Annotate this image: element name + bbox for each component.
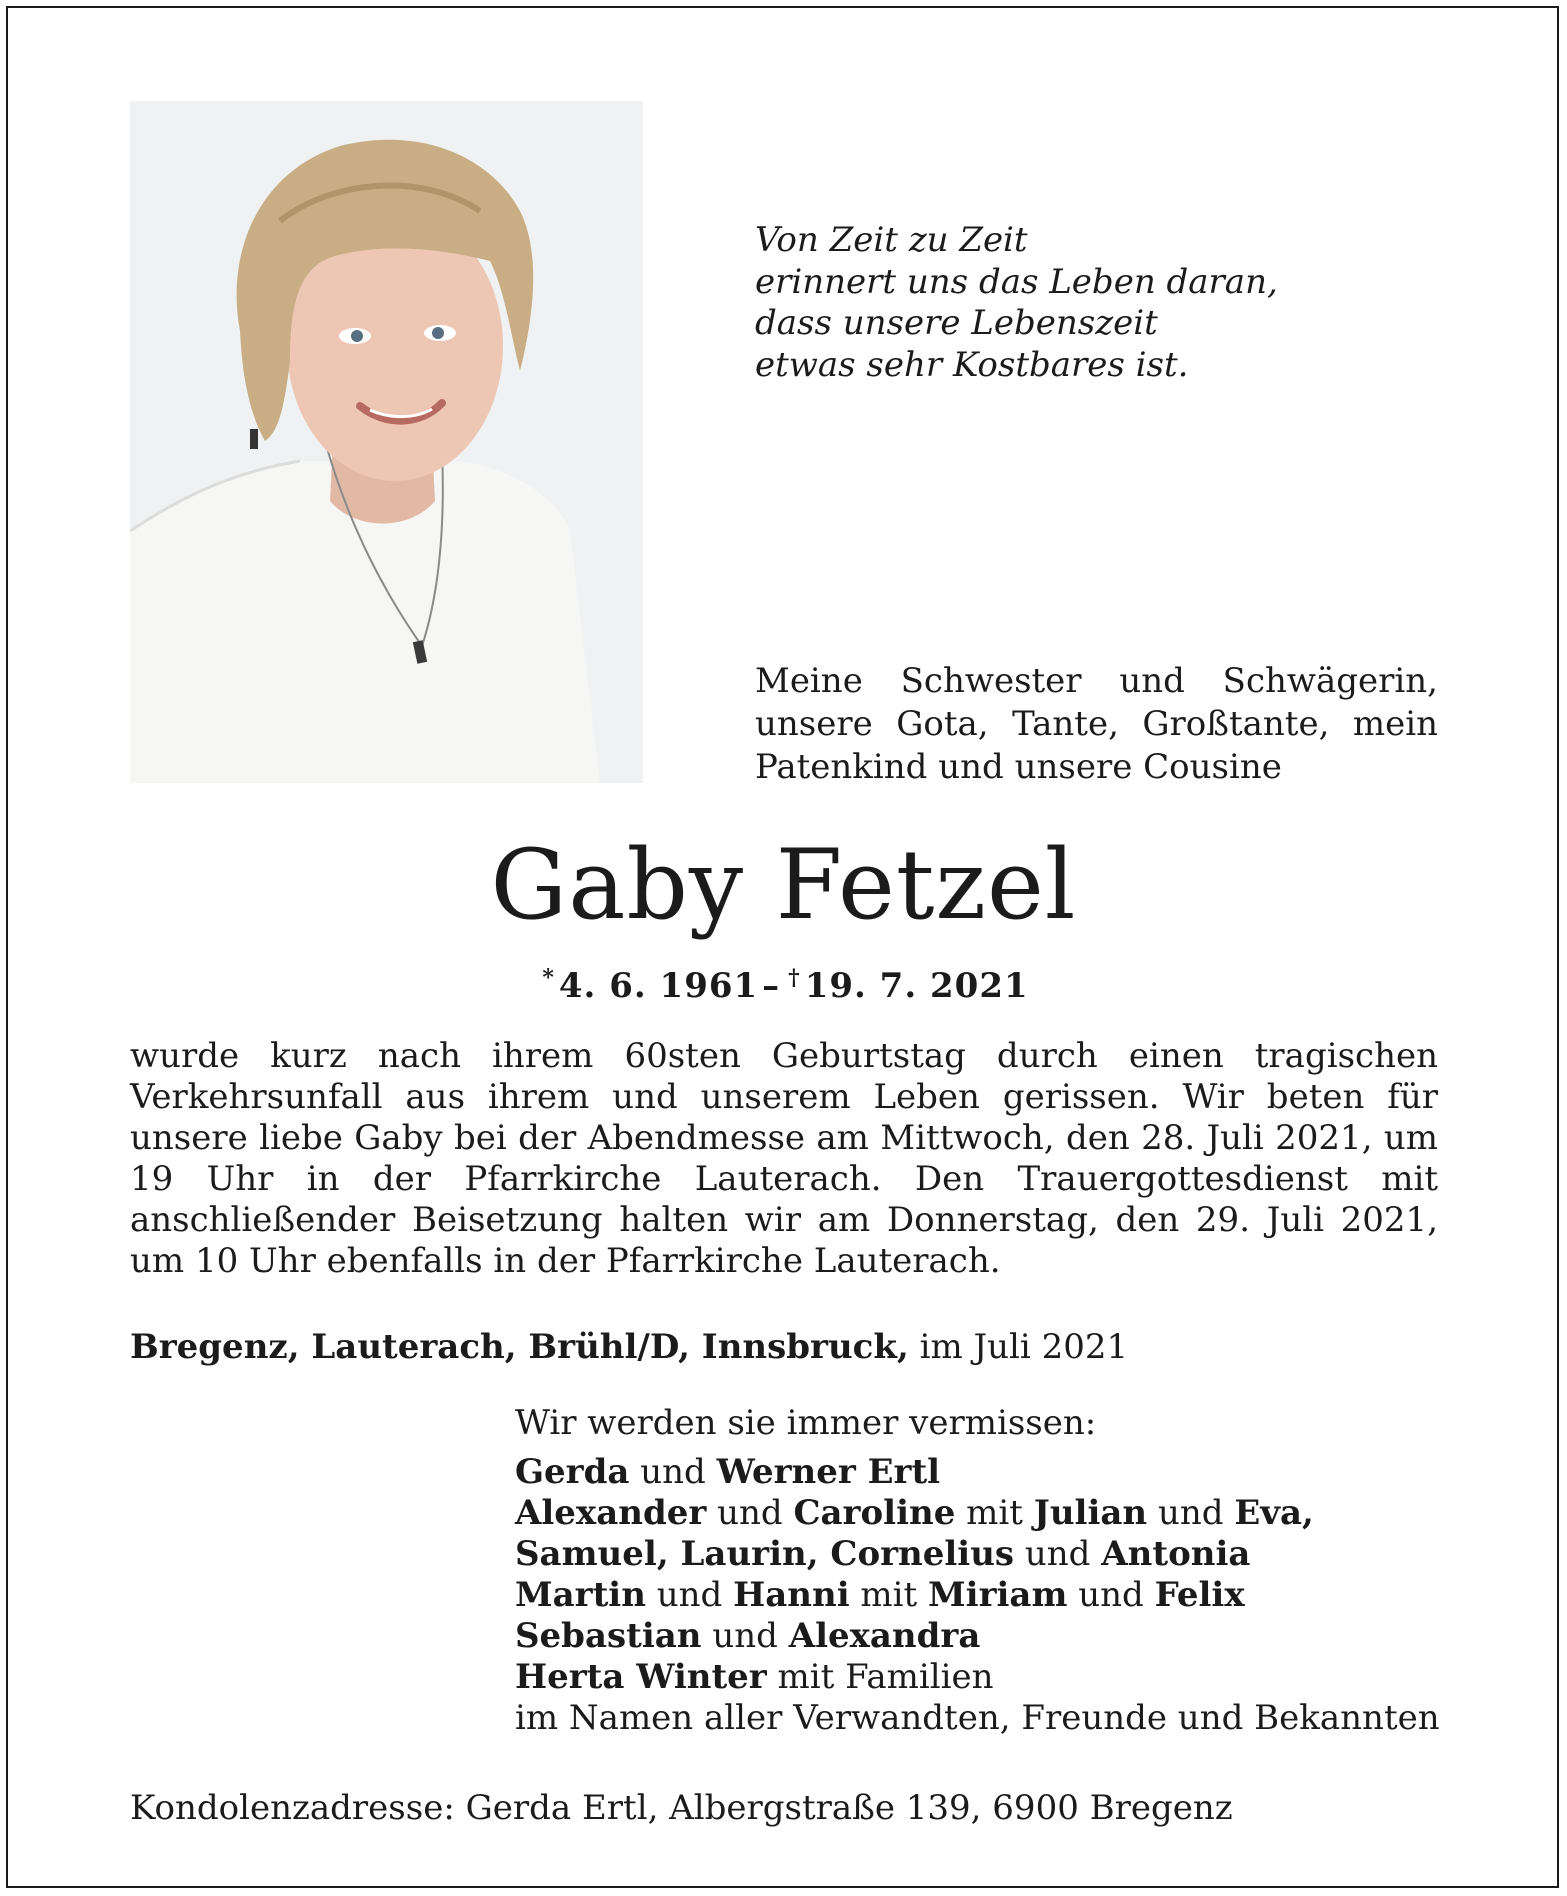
mourner-connector: mit <box>849 1575 929 1615</box>
quote-line: erinnert uns das Leben daran, <box>755 261 1278 302</box>
mourner-name: Antonia <box>1101 1534 1251 1574</box>
quote-line: Von Zeit zu Zeit <box>755 220 1028 260</box>
place-date-line <box>130 1326 1438 1368</box>
portrait-photo <box>130 101 643 783</box>
mourner-name: Gerda <box>515 1452 630 1492</box>
mourner-connector: und <box>645 1575 734 1615</box>
mourner-name: Martin <box>515 1575 646 1615</box>
announcement-text: wurde kurz nach ihrem 60sten Geburtstag durch einen tragischen Verkehrsunfall aus ihrem und unserem Leben gerissen. Wir beten für unsere liebe Gaby bei der Abendmesse am Mittwoch, den 28. Juli 2021, um 19 Uhr in der Pfarrkirche Lauterach. Den Trauergottesdienst mit anschließender Beisetzung halten wir am Donnerstag, den 29. Juli 2021, um 10 Uhr ebenfalls in der Pfarrkirche Lauterach. <box>130 1036 1438 1281</box>
mourner-connector: im Namen aller Verwandten, Freunde und Bekannten <box>515 1698 1440 1738</box>
mourner-name: Werner Ertl <box>716 1452 941 1492</box>
mourners-heading: Wir werden sie immer vermissen: <box>515 1403 1097 1443</box>
quote-line: dass unsere Lebenszeit <box>755 303 1158 343</box>
mourner-name: Sebastian <box>515 1616 702 1656</box>
mourner-name: Alexandra <box>788 1616 981 1656</box>
mourner-line <box>515 1657 1475 1698</box>
mourner-connector: mit <box>955 1493 1034 1533</box>
mourner-connector: und <box>1014 1534 1102 1574</box>
mourner-connector: und <box>629 1452 717 1492</box>
mourner-name: Samuel, Laurin, Cornelius <box>515 1534 1015 1574</box>
mourner-name: Alexander <box>515 1493 707 1533</box>
mourner-line <box>515 1575 1475 1616</box>
birth-star-icon: * <box>542 965 555 991</box>
mourner-connector: und <box>1147 1493 1235 1533</box>
mourner-line <box>515 1698 1475 1739</box>
quote-line: etwas sehr Kostbares ist. <box>755 344 1189 385</box>
date-separator: – <box>762 966 781 1006</box>
mourner-name: Caroline <box>793 1493 956 1533</box>
mourner-name: Miriam <box>928 1575 1068 1615</box>
birth-date: 4. 6. 1961 <box>558 966 759 1006</box>
death-cross-icon: † <box>788 965 801 991</box>
mourners-block <box>515 1403 1475 1739</box>
memorial-quote <box>755 220 1455 386</box>
deceased-name: Gaby Fetzel <box>490 829 1077 941</box>
mourner-connector: und <box>706 1493 794 1533</box>
mourner-line <box>515 1452 1475 1493</box>
mourner-name: Eva, <box>1234 1493 1314 1533</box>
places: Bregenz, Lauterach, Brühl/D, Innsbruck, <box>130 1327 909 1367</box>
death-date: 19. 7. 2021 <box>804 966 1029 1006</box>
life-dates <box>0 958 1567 1006</box>
relationship-intro: Meine Schwester und Schwägerin, unsere Gota, Tante, Großtante, mein Patenkind und unsere Cousine <box>755 661 1438 787</box>
mourner-name: Herta Winter <box>515 1657 767 1697</box>
mourner-line <box>515 1493 1475 1534</box>
mourner-name: Felix <box>1154 1575 1245 1615</box>
condolence-address: Kondolenzadresse: Gerda Ertl, Albergstraße 139, 6900 Bregenz <box>130 1788 1233 1828</box>
mourners-list <box>515 1452 1475 1739</box>
mourner-name: Hanni <box>733 1575 850 1615</box>
mourner-line <box>515 1534 1475 1575</box>
announcement-date: im Juli 2021 <box>919 1327 1129 1367</box>
mourner-name: Julian <box>1033 1493 1148 1533</box>
mourner-connector: und <box>1067 1575 1155 1615</box>
portrait-illustration <box>130 101 643 783</box>
mourner-line <box>515 1616 1475 1657</box>
mourner-connector: und <box>701 1616 789 1656</box>
mourner-connector: mit Familien <box>766 1657 994 1697</box>
